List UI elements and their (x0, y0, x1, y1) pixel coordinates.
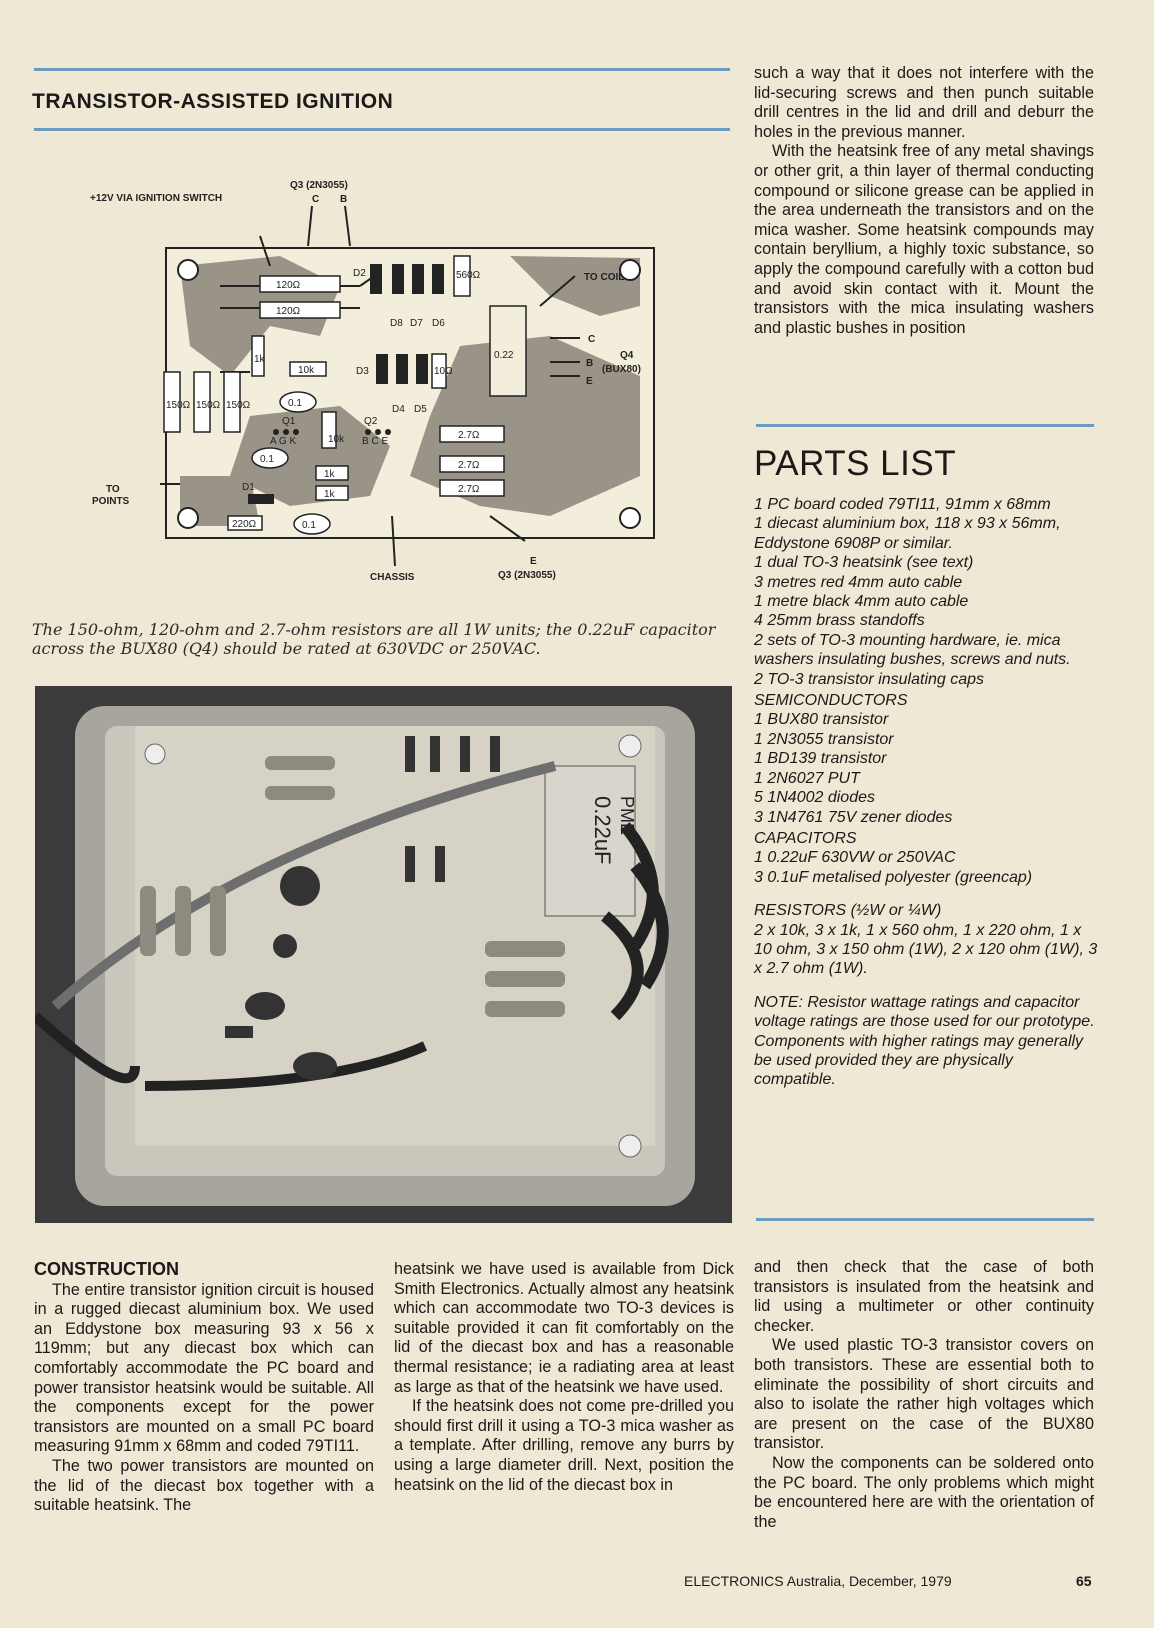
label-d5: D5 (414, 404, 427, 415)
label-d3: D3 (356, 366, 369, 377)
list-item: 1 diecast aluminium box, 118 x 93 x 56mm, Eddystone 6908P or similar. (754, 515, 1061, 552)
label-q3: Q3 (2N3055) (290, 180, 348, 191)
list-item: 5 1N4002 diodes (754, 789, 875, 807)
list-item: 2 TO-3 transistor insulating caps (754, 670, 985, 688)
label-r1k-b: 1k (324, 469, 335, 480)
paragraph: Now the components can be soldered onto the PC board. The only problems which might be encountered here are with the orientation of the (754, 1453, 1094, 1531)
label-r220: 220Ω (232, 519, 257, 530)
paragraph: We used plastic TO-3 transistor covers on both transistors. These are essential both to eliminate the possibility of short circuits and also to isolate the rather high voltages which are present on the case of the BUX80 transistor. (754, 1336, 1094, 1453)
paragraph: With the heatsink free of any metal shavings or other grit, a thin layer of thermal conducting compound or silicone grease can be applied in the area underneath the transistors and on the mica washer. Some heatsink compounds may contain beryllium, a highly toxic substance, so apply the compound carefully with a cotton bud and avoid skin contact with it. Mount the transistors with the mica insulating washers and plastic bushes in position (754, 142, 1094, 337)
parts-list-top-rule (756, 424, 1094, 427)
section-heading-resistors: RESISTORS (½W or ¼W) (754, 902, 942, 920)
label-r120b: 120Ω (276, 306, 301, 317)
construction-col3 (754, 1258, 1094, 1532)
list-item: 3 0.1uF metalised polyester (greencap) (754, 868, 1033, 886)
header-bottom-rule (34, 128, 730, 131)
section-heading-construction: CONSTRUCTION (34, 1259, 179, 1279)
pcb-layout-diagram (80, 176, 720, 616)
page-number: 65 (1076, 1573, 1092, 1589)
list-item: 1 metre black 4mm auto cable (754, 593, 969, 611)
paragraph: heatsink we have used is available from Dick Smith Electronics. Actually almost any heatsink which can accommodate two TO-3 devices is suitable provided it can fit comfortably on the lid of the diecast box and has a reasonable thermal resistance; ie a radiating area at least as large as that of the heatsink we have used. (394, 1260, 734, 1396)
header-top-rule (34, 68, 730, 71)
label-c01b: 0.1 (260, 454, 274, 465)
label-r150b: 150Ω (196, 400, 221, 411)
paragraph: and then check that the case of both transistors is insulated from the heatsink and lid using a multimeter or other continuity checker. (754, 1258, 1094, 1335)
label-q2-pins: B C E (362, 436, 389, 447)
label-q4-c: C (588, 334, 596, 345)
list-item: 2 x 10k, 3 x 1k, 1 x 560 ohm, 1 x 220 ohm, 1 x 10 ohm, 3 x 150 ohm (1W), 2 x 120 ohm (1W), 3 x 2.7 ohm (1W). (754, 921, 1098, 978)
paragraph: If the heatsink does not come pre-drilled you should first drill it using a TO-3 mica washer as a template. After drilling, remove any burrs by using a large diameter drill. Next, position the heatsink on the lid of the diecast box in (394, 1397, 734, 1494)
list-item: 1 BUX80 transistor (754, 711, 889, 729)
label-d6: D6 (432, 318, 445, 329)
paragraph: such a way that it does not interfere with the lid-securing screws and then punch suitable drill centres in the lid and drill and deburr the holes in the previous manner. (754, 64, 1094, 141)
list-item: 1 PC board coded 79TI11, 91mm x 68mm (754, 496, 1051, 513)
label-q4-part: (BUX80) (602, 364, 641, 375)
label-c01c: 0.1 (302, 520, 316, 531)
list-item: 2 sets of TO-3 mounting hardware, ie. mica washers insulating bushes, screws and nuts. (754, 631, 1071, 669)
label-to: TO (106, 484, 120, 495)
label-r27b: 2.7Ω (458, 460, 480, 471)
label-q3-b: B (340, 194, 348, 205)
paragraph: The entire transistor ignition circuit is housed in a rugged diecast aluminium box. We used an Eddystone box measuring 93 x 56 x 119mm; but any diecast box which can comfortably accommodate the PC board and power transistor heatsink would be suitable. All the components except for the power transistors are mounted on a small PC board measuring 91mm x 68mm and coded 79TI11. (34, 1280, 374, 1456)
label-r150c: 150Ω (226, 400, 251, 411)
label-q4: Q4 (620, 350, 634, 361)
label-q2: Q2 (364, 416, 378, 427)
photo-capacitor-label: 0.22uF (590, 796, 615, 865)
section-heading-capacitors: CAPACITORS (754, 829, 857, 847)
label-c022: 0.22 (494, 350, 514, 361)
construction-col1 (34, 1260, 374, 1516)
label-q1-pins: A G K (270, 436, 297, 447)
label-r10k-a: 10k (298, 365, 315, 376)
paragraph: The two power transistors are mounted on the lid of the diecast box together with a suitable heatsink. The (34, 1456, 374, 1515)
parts-list-bottom-rule (756, 1218, 1094, 1221)
figure-caption: The 150-ohm, 120-ohm and 2.7-ohm resistors are all 1W units; the 0.22uF capacitor across the BUX80 (Q4) should be rated at 630VDC or 250VAC. (32, 620, 716, 658)
label-q4-b: B (586, 358, 594, 369)
label-q4-e: E (586, 376, 593, 387)
label-d7: D7 (410, 318, 423, 329)
label-c01a: 0.1 (288, 398, 302, 409)
label-r27a: 2.7Ω (458, 430, 480, 441)
list-item: 1 0.22uF 630VW or 250VAC (754, 849, 956, 867)
page-title: TRANSISTOR-ASSISTED IGNITION (32, 90, 394, 113)
list-item: 3 1N4761 75V zener diodes (754, 808, 953, 826)
label-r1k-a: 1k (254, 354, 265, 365)
photo-capacitor-brand: PME (617, 796, 637, 836)
list-item: 1 BD139 transistor (754, 750, 887, 768)
label-points: POINTS (92, 496, 130, 507)
label-q3-e-part: Q3 (2N3055) (498, 570, 556, 581)
list-item: 1 2N6027 PUT (754, 769, 860, 787)
label-to-coil: TO COIL (584, 272, 625, 283)
label-r27c: 2.7Ω (458, 484, 480, 495)
label-d8: D8 (390, 318, 403, 329)
footer-publication: ELECTRONICS Australia, December, 1979 (684, 1573, 952, 1589)
photo-assembled-unit (35, 686, 732, 1223)
label-r1k-c: 1k (324, 489, 335, 500)
construction-col2 (394, 1260, 734, 1495)
label-r120a: 120Ω (276, 280, 301, 291)
label-chassis: CHASSIS (370, 572, 415, 583)
label-r10k-b: 10k (328, 434, 345, 445)
parts-list-title: PARTS LIST (754, 444, 957, 483)
label-d4: D4 (392, 404, 405, 415)
parts-list (754, 495, 1099, 1090)
label-q1: Q1 (282, 416, 296, 427)
label-d2: D2 (353, 268, 366, 279)
label-d1: D1 (242, 482, 255, 493)
label-q3-c: C (312, 194, 320, 205)
label-r560: 560Ω (456, 270, 481, 281)
list-item: 1 2N3055 transistor (754, 730, 894, 748)
label-supply: +12V VIA IGNITION SWITCH (90, 193, 223, 204)
top-right-text (754, 64, 1094, 338)
label-r10: 10Ω (434, 366, 453, 377)
label-q3-e: E (530, 556, 537, 567)
section-heading-semiconductors: SEMICONDUCTORS (754, 692, 908, 710)
list-item: 4 25mm brass standoffs (754, 612, 925, 630)
label-r150a: 150Ω (166, 400, 191, 411)
list-item: 3 metres red 4mm auto cable (754, 573, 963, 591)
parts-note: NOTE: Resistor wattage ratings and capacitor voltage ratings are those used for our prototype. Components with higher ratings may generally be used provided they are physically compatible. (754, 993, 1095, 1089)
list-item: 1 dual TO-3 heatsink (see text) (754, 554, 974, 572)
